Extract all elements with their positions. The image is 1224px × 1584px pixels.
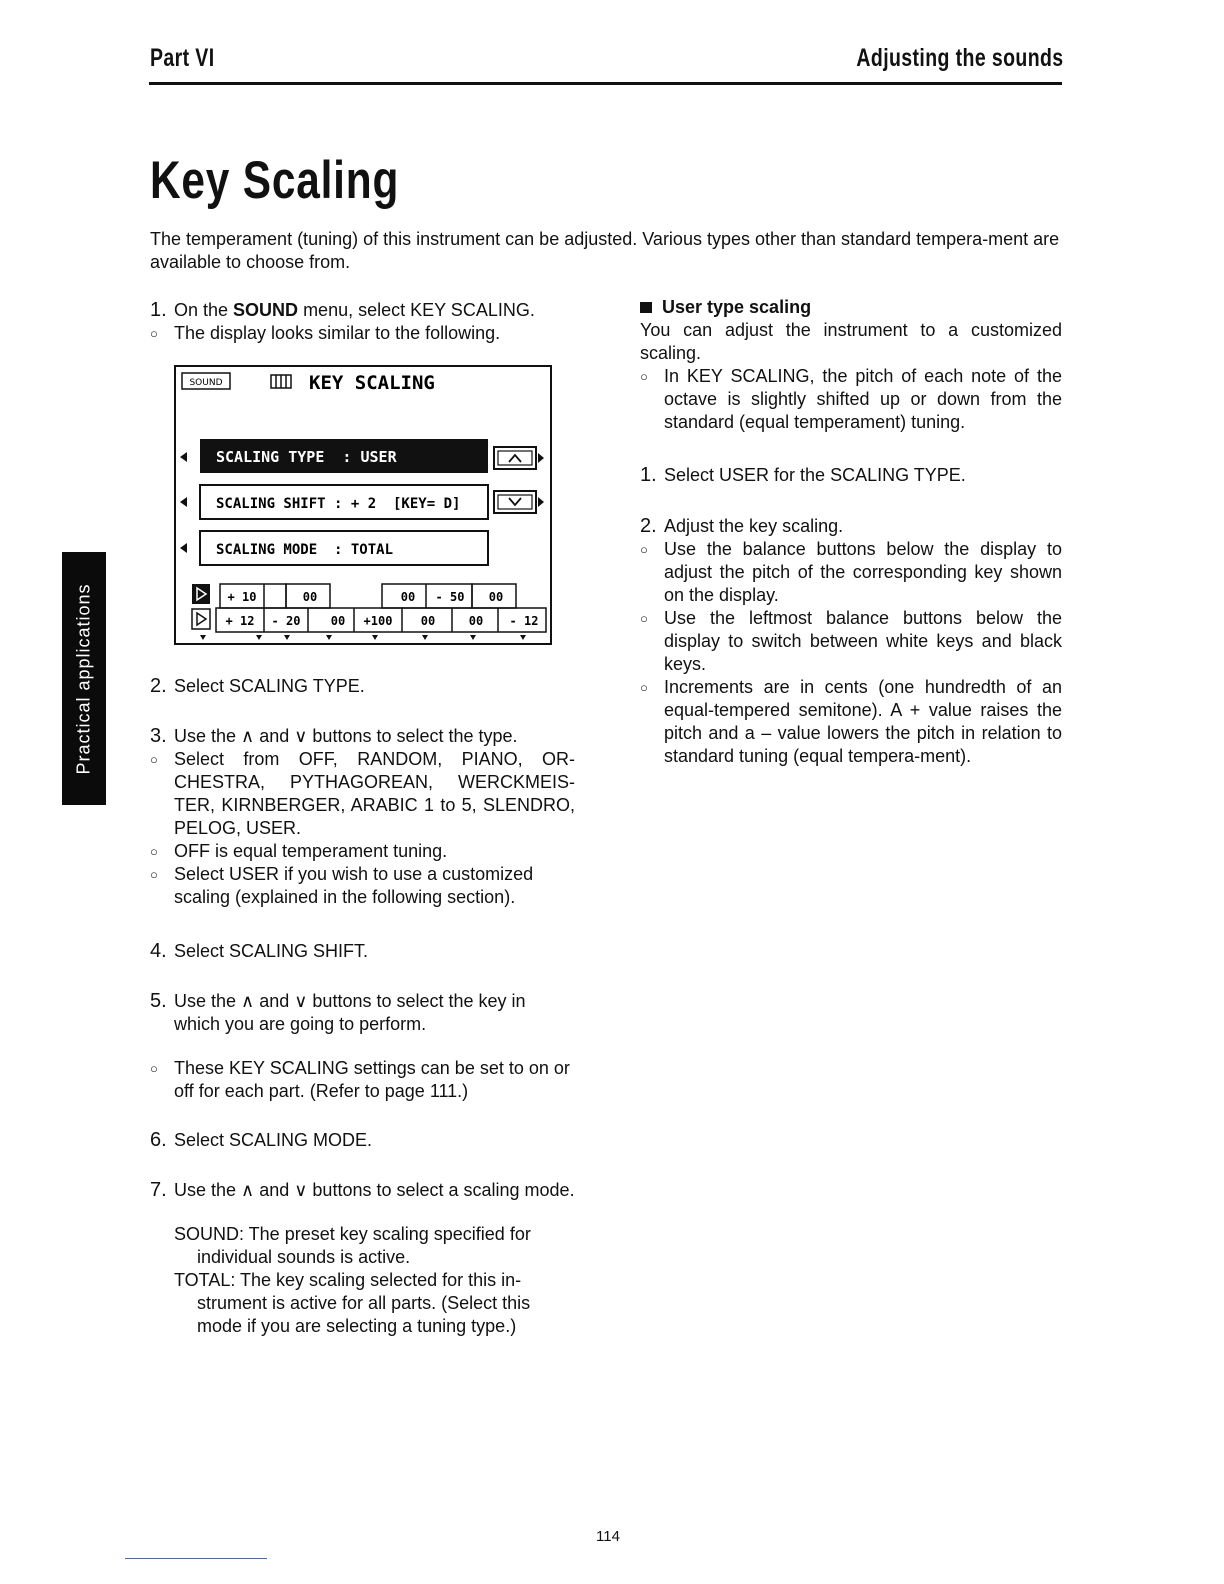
balance-arrows (200, 635, 526, 640)
bullet-icon: ○ (640, 680, 648, 695)
balance-value: 00 (420, 614, 436, 628)
header-rule (149, 82, 1062, 85)
side-tab (62, 552, 106, 805)
right-step-1 (640, 464, 1062, 487)
step-number: 6. (150, 1129, 167, 1151)
row3-left-arrow-icon[interactable] (180, 543, 187, 553)
down-button[interactable] (509, 498, 521, 505)
right-bullet-3 (640, 607, 1062, 676)
play-icon (197, 613, 206, 625)
display-title: KEY SCALING (309, 372, 435, 394)
balance-value: 00 (302, 590, 318, 604)
step-number: 2. (150, 675, 167, 697)
section-label: Adjusting the sounds (856, 44, 1064, 72)
step-4-text: Select SCALING SHIFT. (174, 941, 369, 961)
bullet-icon: ○ (640, 611, 648, 626)
bullet-text: Select USER if you wish to use a customized scaling (explained in the following section). (174, 864, 534, 907)
step-3-bullet-1 (150, 748, 575, 840)
up-button-inner (498, 451, 532, 465)
step-number: 3. (150, 725, 167, 747)
step-5 (150, 990, 575, 1036)
down-right-arrow-icon (538, 497, 544, 507)
balance-value: - 50 (435, 590, 465, 604)
step-number: 7. (150, 1179, 167, 1201)
step-5-bullet (150, 1057, 575, 1103)
step-2 (150, 675, 575, 698)
right-step-1-text: Select USER for the SCALING TYPE. (664, 465, 966, 485)
scaling-shift-row[interactable]: SCALING SHIFT : + 2 [KEY= D] (216, 496, 461, 512)
bullet-text: In KEY SCALING, the pitch of each note of the octave is slightly shifted up or down from the standard (equal temperament) tuning. (664, 366, 1062, 432)
balance-value: +100 (363, 614, 393, 628)
bullet-icon: ○ (640, 542, 648, 557)
step-6 (150, 1129, 575, 1152)
bullet-text: The display looks similar to the following. (174, 323, 501, 343)
bullet-text: Increments are in cents (one hundredth of an equal-tempered semitone). A + value raises the pitch and a – value lowers the pitch in relation to standard tuning (equal tempera-ment). (664, 677, 1062, 766)
right-step-2-text: Adjust the key scaling. (664, 516, 844, 536)
page-number: 114 (596, 1528, 620, 1545)
user-scaling-heading (640, 296, 1062, 319)
step-3 (150, 725, 575, 748)
user-scaling-lead: You can adjust the instrument to a customized scaling. (640, 320, 1062, 363)
step-1-text: On the SOUND menu, select KEY SCALING. (174, 300, 535, 320)
up-right-arrow-icon (538, 453, 544, 463)
sound-button[interactable]: SOUND (189, 378, 223, 388)
heading-text: User type scaling (662, 297, 812, 317)
keyboard-icon (271, 375, 291, 388)
bullet-icon: ○ (640, 369, 648, 384)
bullet-text: These KEY SCALING settings can be set to on or off for each part. (Refer to page 111.) (174, 1058, 570, 1101)
bullet-icon: ○ (150, 752, 158, 767)
step-7-text: Use the ∧ and ∨ buttons to select a scaling mode. (174, 1180, 575, 1200)
step-3-bullet-2 (150, 840, 575, 863)
bullet-text: Use the leftmost balance buttons below the display to switch between white keys and black keys. (664, 608, 1062, 674)
up-button[interactable] (509, 455, 521, 462)
total-definition-text: TOTAL: The key scaling selected for this in-strument is active for all parts. (Select this mode if you are selecting a tuning type.) (174, 1270, 531, 1336)
part-label: Part VI (150, 44, 215, 72)
row2-left-arrow-icon[interactable] (180, 497, 187, 507)
right-bullet-2 (640, 538, 1062, 607)
bullet-icon: ○ (150, 844, 158, 859)
bullet-icon: ○ (150, 867, 158, 882)
bullet-icon: ○ (150, 1061, 158, 1076)
right-column (640, 296, 1062, 768)
lcd-svg (176, 367, 550, 643)
square-bullet-icon (640, 302, 652, 313)
step-2-text: Select SCALING TYPE. (174, 676, 365, 696)
balance-value: 00 (488, 590, 504, 604)
step-1 (150, 299, 575, 322)
step-3-text: Use the ∧ and ∨ buttons to select the type. (174, 726, 518, 746)
intro-paragraph: The temperament (tuning) of this instrument can be adjusted. Various types other than standard tempera-ment are available to choose from. (150, 229, 1060, 272)
bullet-text: Use the balance buttons below the display to adjust the pitch of the corresponding key shown on the display. (664, 539, 1062, 605)
bullet-text: OFF is equal temperament tuning. (174, 841, 448, 861)
balance-value: - 12 (509, 614, 539, 628)
down-button-frame (494, 491, 536, 513)
side-tab-label: Practical applications (73, 582, 94, 775)
step-7 (150, 1179, 575, 1202)
page-title: Key Scaling (150, 151, 400, 210)
sound-definition (150, 1223, 575, 1338)
balance-value: 00 (400, 590, 416, 604)
balance-value: - 20 (271, 614, 301, 628)
row1-left-arrow-icon[interactable] (180, 452, 187, 462)
step-1-bullet (150, 322, 575, 345)
down-button-inner (498, 495, 532, 509)
scaling-mode-row[interactable]: SCALING MODE : TOTAL (216, 542, 394, 558)
balance-value: 00 (330, 614, 346, 628)
up-button-frame (494, 447, 536, 469)
right-bullet-4 (640, 676, 1062, 768)
balance-value: + 12 (225, 614, 255, 628)
step-number: 1. (150, 299, 167, 321)
balance-value: + 10 (227, 590, 257, 604)
bullet-icon: ○ (150, 326, 158, 341)
footer-line (125, 1558, 267, 1559)
sound-definition-text: SOUND: The preset key scaling specified for individual sounds is active. (174, 1224, 531, 1267)
step-number: 2. (640, 515, 657, 537)
balance-value: 00 (468, 614, 484, 628)
step-number: 5. (150, 990, 167, 1012)
step-number: 4. (150, 940, 167, 962)
step-6-text: Select SCALING MODE. (174, 1130, 373, 1150)
right-bullet-1 (640, 365, 1062, 434)
bullet-text: Select from OFF, RANDOM, PIANO, OR-CHESTRA, PYTHAGOREAN, WERCKMEIS-TER, KIRNBERGER, ARABIC 1 to 5, SLENDRO, PELOG, USER. (174, 749, 575, 838)
right-step-2 (640, 515, 1062, 538)
lcd-display (174, 365, 552, 645)
step-4 (150, 940, 575, 963)
scaling-type-row[interactable]: SCALING TYPE : USER (216, 448, 397, 466)
step-5-text: Use the ∧ and ∨ buttons to select the key in which you are going to perform. (174, 991, 526, 1034)
step-number: 1. (640, 464, 657, 486)
step-3-bullet-3 (150, 863, 575, 909)
